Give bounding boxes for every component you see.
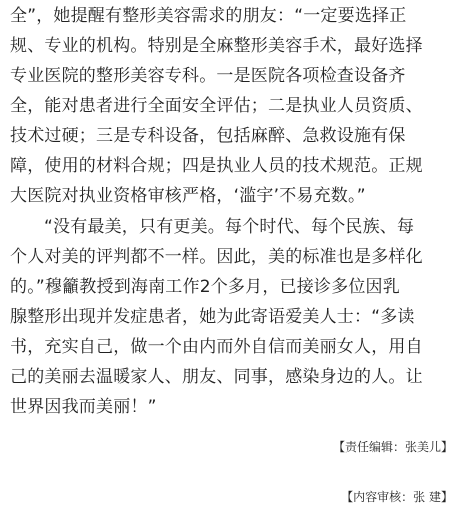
- text-line: 世界因我而美丽！”: [10, 397, 157, 417]
- text-line: 全”，她提醒有整形美容需求的朋友：“一定要选择正: [10, 6, 407, 26]
- text-line: 腺整形出现并发症患者，她为此寄语爱美人士：“多读: [10, 307, 415, 327]
- editor-credit: 【责任编辑：张美儿】: [332, 440, 453, 454]
- reviewer-credit: 【内容审核：张 建】: [341, 490, 453, 504]
- text-line: 的。”穆籲教授到海南工作2个多月，已接诊多位因乳: [10, 277, 400, 297]
- text-line: 专业医院的整形美容专科。一是医院各项检查设备齐: [10, 66, 406, 86]
- text-line: 己的美丽去温暖家人、朋友、同事，感染身边的人。让: [10, 367, 423, 387]
- text-line: 大医院对执业资格审核严格，‘滥宇’不易充数。”: [10, 186, 366, 206]
- text-line: 技术过硬；三是专科设备，包括麻醉、急救设施有保: [10, 126, 406, 146]
- text-line: 规、专业的机构。特别是全麻整形美容手术，最好选择: [10, 36, 423, 56]
- text-line: 全，能对患者进行全面安全评估；二是执业人员资质、: [10, 96, 423, 116]
- text-line: 个人对美的评判都不一样。因此，美的标准也是多样化: [10, 247, 423, 267]
- text-line: “没有最美，只有更美。每个时代、每个民族、每: [44, 217, 415, 237]
- text-line: 障，使用的材料合规；四是执业人员的技术规范。正规: [10, 156, 423, 176]
- text-line: 书，充实自己，做一个由内而外自信而美丽女人，用自: [10, 337, 423, 357]
